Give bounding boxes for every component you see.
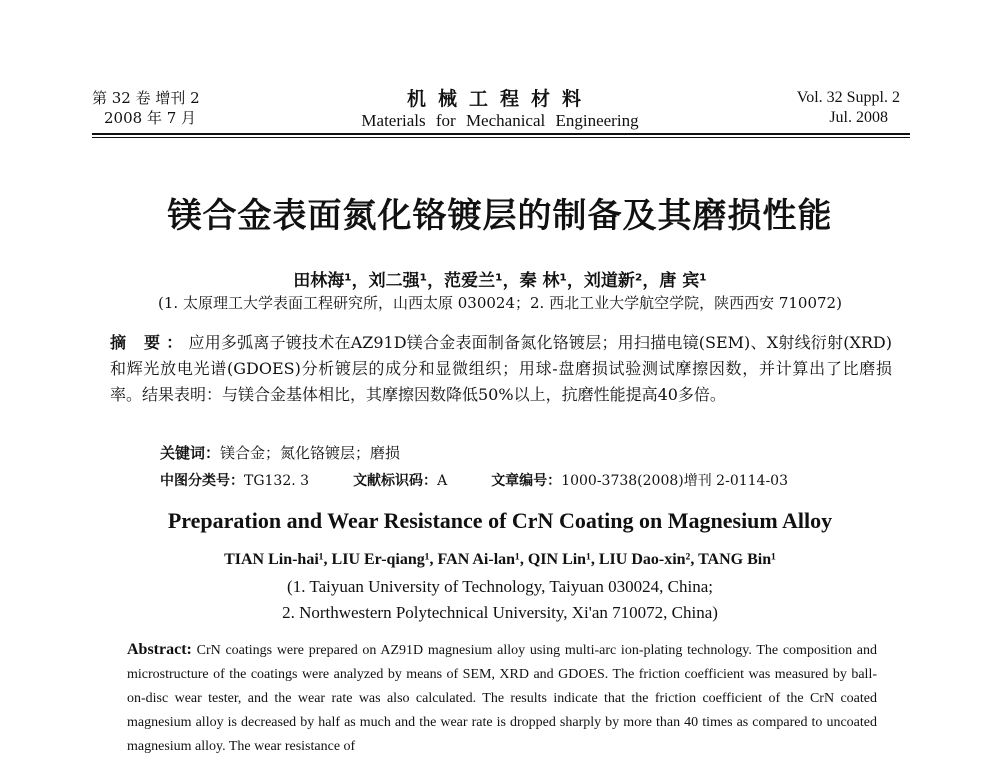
keywords-label: 关键词： [160, 444, 221, 462]
abstract-en-label: Abstract: [127, 641, 192, 658]
article-id-label: 文章编号： [491, 473, 562, 489]
affiliations-zh: (1. 太原理工大学表面工程研究所，山西太原 030024；2. 西北工业大学航空学院，陕西西安 710072) [158, 294, 842, 312]
article-title-en: Preparation and Wear Resistance of CrN Coating on Magnesium Alloy [167, 508, 833, 533]
issue-date: 2008 年 7 月 [104, 109, 197, 127]
journal-name-en: Materials for Mechanical Engineering [361, 111, 639, 130]
issue-date-en: Jul. 2008 [829, 109, 888, 126]
abstract-zh-label: 摘 要： [110, 333, 189, 352]
volume-issue: 第 32 卷 增刊 2 [92, 89, 200, 107]
article-title-zh: 镁合金表面氮化铬镀层的制备及其磨损性能 [167, 196, 833, 236]
volume-issue-en: Vol. 32 Suppl. 2 [796, 89, 900, 106]
abstract-en [127, 638, 877, 759]
header-rule-thick [92, 133, 910, 135]
keywords-zh [160, 442, 400, 463]
journal-name [300, 88, 700, 132]
author-list-en: TIAN Lin-hai¹, LIU Er-qiang¹, FAN Ai-lan¹, QIN Lin¹, LIU Dao-xin², TANG Bin¹ [224, 551, 776, 568]
affiliation-en-2: 2. Northwestern Polytechnical University, Xi'an 710072, China) [282, 603, 718, 622]
article-id-value: 1000-3738(2008)增刊 2-0114-03 [561, 473, 788, 489]
header-rule-thin [92, 137, 910, 138]
doc-code-label: 文献标识码： [353, 473, 438, 489]
abstract-en-text: CrN coatings were prepared on AZ91D magnesium alloy using multi-arc ion-plating technology. The composition and microstructure of the coatings were analyzed by means of SEM, XRD and GDOES. The friction coefficient was measured by ball-on-disc wear tester, and the wear rate was also calculated. The results indicate that the friction coefficient of the CrN coated magnesium alloy is decreased by half as much and the wear rate is dropped sharply by more than 40 times as compared to uncoated magnesium alloy. The wear resistance of [127, 643, 877, 754]
affiliation-en-1: (1. Taiyuan University of Technology, Taiyuan 030024, China; [287, 577, 713, 596]
clc-label: 中图分类号： [160, 473, 244, 489]
abstract-zh-text: 应用多弧离子镀技术在AZ91D镁合金表面制备氮化铬镀层；用扫描电镜(SEM)、X射线衍射(XRD)和辉光放电光谱(GDOES)分析镀层的成分和显微组织；用球-盘磨损试验测试摩擦因数，并计算出了比磨损率。结果表明：与镁合金基体相比，其摩擦因数降低50%以上，抗磨性能提高40多倍。 [110, 333, 892, 404]
classification-line [160, 470, 788, 490]
journal-name-zh: 机械工程材料 [406, 88, 593, 110]
doc-code-value: A [437, 473, 448, 489]
keywords-text: 镁合金；氮化铬镀层；磨损 [220, 444, 401, 462]
journal-volume-info-en [797, 88, 900, 128]
author-list-zh: 田林海¹，刘二强¹，范爱兰¹，秦 林¹，刘道新²，唐 宾¹ [293, 271, 707, 291]
abstract-zh [110, 330, 892, 408]
clc-value: TG132. 3 [244, 473, 310, 489]
journal-volume-info [92, 88, 200, 128]
